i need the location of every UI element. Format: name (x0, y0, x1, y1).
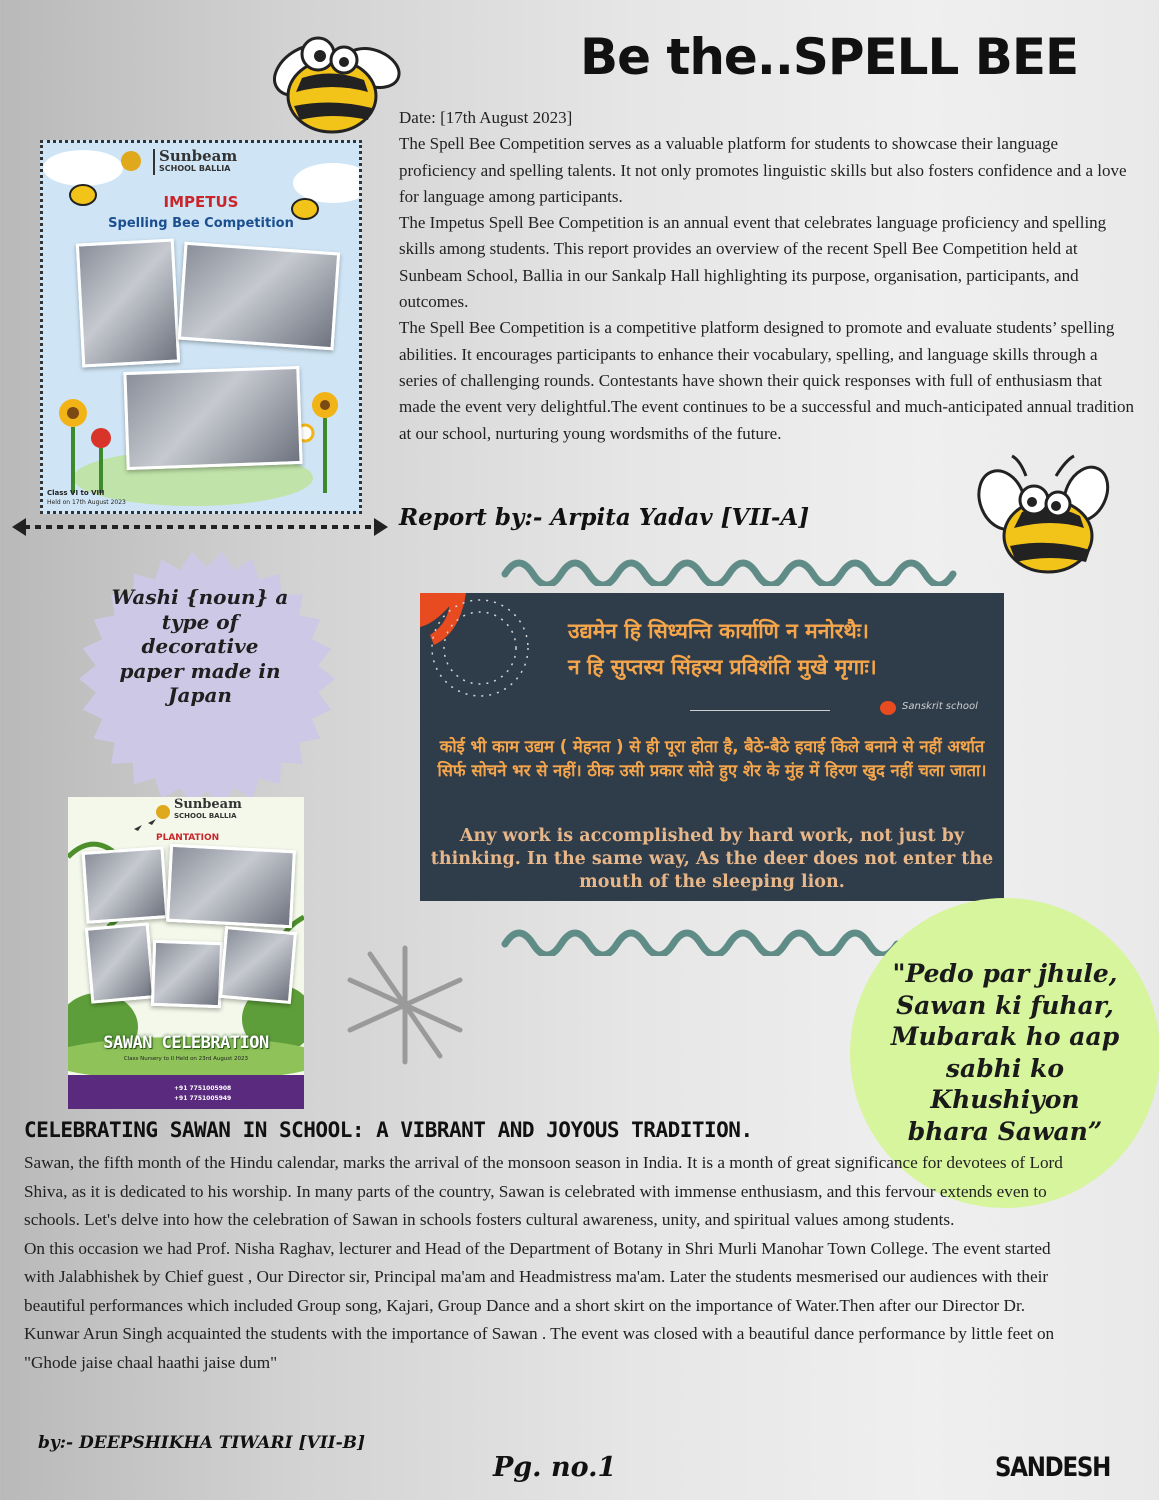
quote-line: "Pedo par jhule, (892, 959, 1118, 988)
paragraph: Sawan, the fifth month of the Hindu calendar, marks the arrival of the monsoon season in India. It is a month of great significance for devotees of Lord Shiva, as it is dedicated to his worship. In many parts of the country, Sawan is celebrated with immense enthusiasm, and this fervour extends even to schools. Let's delve into how the celebration of Sawan in schools fosters cultural awareness, unity, and spiritual values among students. (24, 1153, 1063, 1229)
brand-name: Sanskrit school (902, 701, 978, 712)
school-logo-icon (156, 805, 170, 819)
phone-1: +91 7751005908 (174, 1085, 232, 1092)
sawan-article-text (24, 1149, 1064, 1377)
poster-held: Held on 17th August 2023 (47, 499, 126, 506)
page-number: Pg. no.1 (493, 1452, 617, 1483)
event-photo (166, 844, 296, 928)
divider (690, 710, 830, 711)
school-sub: SCHOOL BALLIA (159, 164, 231, 173)
event-photo (123, 366, 302, 470)
sanskrit-line-2: न हि सुप्तस्य सिंहस्य प्रविशंति मुखे मृगाः। (568, 655, 877, 679)
poster-subtitle: Spelling Bee Competition (108, 216, 294, 231)
paragraph: The Spell Bee Competition serves as a valuable platform for students to showcase their language proficiency and spelling talents. It not only promotes linguistic skills but also fosters confidence and a love for language among participants. (399, 134, 1127, 206)
double-arrow-divider (10, 515, 390, 539)
word-definition: Washi {noun} a type of decorative paper made in Japan (111, 585, 289, 707)
quote-line: Khushiyon (930, 1085, 1080, 1114)
bee-icon (244, 8, 414, 138)
brand-logo-icon (880, 701, 896, 715)
poster-title: IMPETUS (163, 193, 239, 211)
wave-divider (500, 922, 920, 956)
event-photo (85, 922, 155, 1003)
poster-class: Class VI to VIII (47, 489, 105, 497)
newsletter-brand: SANDESH (995, 1452, 1111, 1483)
date-line: Date: [17th August 2023] (399, 108, 573, 127)
poster-title: SAWAN CELEBRATION (103, 1033, 269, 1053)
school-logo-icon (121, 151, 141, 171)
event-photo (76, 239, 180, 368)
school-sub: SCHOOL BALLIA (174, 812, 237, 820)
sanskrit-line-1: उद्यमेन हि सिध्यन्ति कार्याणि न मनोरथैः। (568, 619, 870, 643)
hindi-translation: कोई भी काम उद्यम ( मेहनत ) से ही पूरा होता है, बैठे-बैठे हवाई किले बनाने से नहीं अर्थात सिर्फ सोचने भर से नहीं। ठीक उसी प्रकार सोते हुए शेर के मुंह में हिरण खुद नहीं चला जाता। (437, 737, 987, 780)
sanskrit-quote-card (420, 593, 1004, 901)
spell-bee-text (399, 105, 1139, 447)
bee-icon (962, 452, 1122, 582)
paragraph: The Impetus Spell Bee Competition is an annual event that celebrates language proficiency and spelling skills among students. This report provides an overview of the recent Spell Bee Competition held at Sunbeam School, Ballia in our Sankalp Hall highlighting its purpose, organisation, participants, and outcomes. (399, 213, 1107, 312)
phone-2: +91 7751005949 (174, 1095, 232, 1102)
quote-line: sabhi ko (945, 1053, 1065, 1083)
article-byline: by:- DEEPSHIKHA TIWARI [VII-B] (38, 1433, 366, 1453)
event-photo (151, 940, 223, 1008)
paragraph: The Spell Bee Competition is a competitive platform designed to promote and evaluate students’ spelling abilities. It encourages participants to enhance their vocabulary, spelling, and language skills through a series of challenging rounds. Contestants have shown their quick responses with full of enthusiasm that made the event very delightful.The event continues to be a successful and much-anticipated annual tradition at our school, nurturing young wordsmiths of the future. (399, 318, 1134, 443)
sawan-poster (68, 797, 304, 1109)
impetus-poster (40, 140, 362, 514)
school-name: Sunbeam (159, 147, 238, 165)
event-photo (178, 242, 340, 351)
page-title: Be the..SPELL BEE (580, 28, 1079, 86)
quote-line: Mubarak ho aap (890, 1022, 1120, 1051)
event-photo (82, 846, 169, 924)
wave-divider (500, 552, 960, 586)
english-translation: Any work is accomplished by hard work, not just by thinking. In the same way, As the deer does not enter the mouth of the sleeping lion. (430, 826, 994, 892)
poster-label: PLANTATION (156, 833, 220, 843)
school-name: Sunbeam (174, 797, 242, 812)
event-photo (219, 926, 297, 1004)
paragraph: On this occasion we had Prof. Nisha Raghav, lecturer and Head of the Department of Botany in Shri Murli Manohar Town College. The event started with Jalabhishek by Chief guest , Our Director sir, Principal ma'am and Headmistress ma'am. Later the students mesmerised our audiences with their beautiful performances which included Group song, Kajari, Group Dance and a short skirt on the importance of Water.Then after our Director Dr. Kunwar Arun Singh acquainted the students with the importance of Sawan . The event was closed with a beautiful dance performance by little feet on "Ghode jaise chaal haathi jaise dum" (24, 1238, 1055, 1372)
article-heading: CELEBRATING SAWAN IN SCHOOL: A VIBRANT AND JOYOUS TRADITION. (24, 1118, 753, 1142)
asterisk-icon (340, 940, 470, 1070)
sawan-quote (870, 958, 1140, 1147)
quote-line: Sawan ki fuhar, (896, 990, 1114, 1020)
report-byline: Report by:- Arpita Yadav [VII-A] (399, 504, 810, 531)
quote-line: bhara Sawan” (907, 1116, 1103, 1146)
poster-subline: Class Nursery to II Held on 23rd August 2023 (123, 1056, 249, 1062)
